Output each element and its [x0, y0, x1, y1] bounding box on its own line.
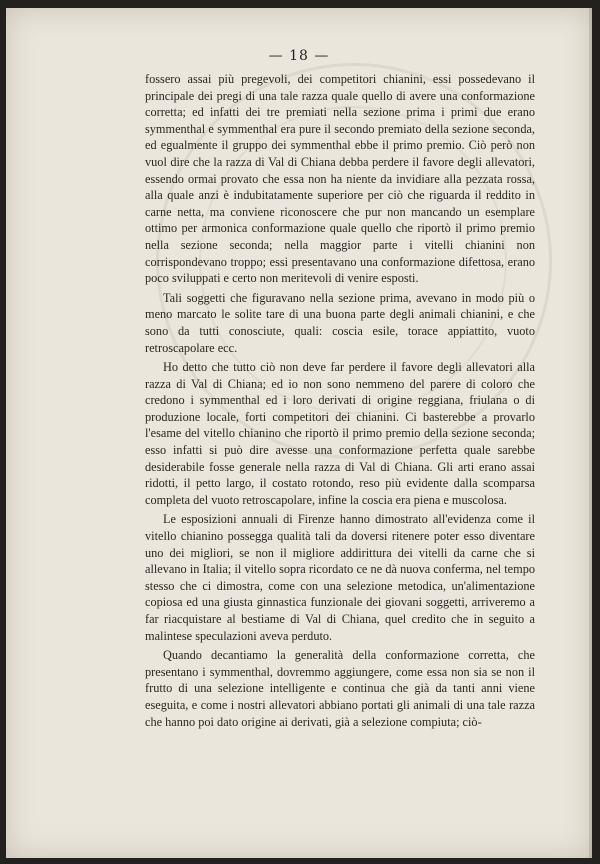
paragraph-5: Quando decantiamo la generalità della conformazione corretta, che presentano i symmenthal, dovremmo aggiungere, come essa non sia se non il frutto di una selezione intelligente e continua che già da tanti anni viene eseguita, e come i nostri allevatori abbiano portati gli animali di una tale razza che hanno poi dato origine ai derivati, già a selezione compiuta; ciò-: [145, 648, 535, 729]
paragraph-3: Ho detto che tutto ciò non deve far perdere il favore degli allevatori alla razza di Val di Chiana; ed io non sono nemmeno del parere di coloro che credono i symmenthal ed i loro derivati di origine reggiana, friulana o di produzione locale, forti competitori dei chianini. Ci basterebbe a provarlo l'esame del vitello chianino che riportò il primo premio della sezione seconda; esso infatti si può dire avesse una conformazione perfetta quale sarebbe desiderabile fosse generale nella razza di Val di Chiana. Gli arti erano assai ridotti, il petto largo, il costato rotondo, reso più evidente dalla scomparsa completa del vuoto retroscapolare, infine la coscia era piena e muscolosa.: [145, 360, 535, 507]
paragraph-2: Tali soggetti che figuravano nella sezione prima, avevano in modo più o meno marcato le solite tare di una buona parte degli animali chianini, e che sono da tutti conosciute, quali: coscia esile, torace appiattito, vuoto retroscapolare ecc.: [145, 290, 535, 355]
paragraph-1: fossero assai più pregevoli, dei competitori chianini, essi possedevano il principale dei pregi di una tale razza quale quello di avere una conformazione corretta; ed infatti dei tre premiati nella sezione prima i primi due erano symmenthal e symmenthal era pure il secondo premiato della sezione seconda, ed egualmente il gruppo dei symmenthal ebbe il primo premio. Ciò però non vuol dire che la razza di Val di Chiana debba perdere il favore degli allevatori, essendo ormai provato che essa non ha niente da invidiare alla pezzata rossa, alla quale anzi è indubitatamente superiore per ciò che riguarda il reddito in carne netta, ma conviene riconoscere che pur non mancando un esemplare ottimo per armonica conformazione quale quello che riportò il primo premio nella sezione seconda; nella maggior parte i vitelli chianini non corrispondevano troppo; essi presentavano una conformazione difettosa, erano poco sviluppati e certo non meritevoli di venire esposti.: [145, 72, 535, 286]
page-number: — 18 —: [268, 48, 330, 64]
document-page: [6, 8, 592, 858]
paragraph-4: Le esposizioni annuali di Firenze hanno dimostrato all'evidenza come il vitello chianino possegga qualità tali da doversi ritenere poter esso diventare uno dei migliori, se non il migliore addirittura dei vitelli da carne che si allevano in Italia; il vitello sopra ricordato ce ne dà nuova conferma, nel tempo stesso che ci dimostra, come con una selezione metodica, un'alimentazione copiosa ed una giusta ginnastica funzionale dei giovani soggetti, arriveremo a far riacquistare al bestiame di Val di Chiana, quel credito che in seguito a malintese speculazioni aveva perduto.: [145, 512, 535, 643]
page-edge-shadow: [589, 8, 592, 858]
body-text: [145, 71, 535, 733]
